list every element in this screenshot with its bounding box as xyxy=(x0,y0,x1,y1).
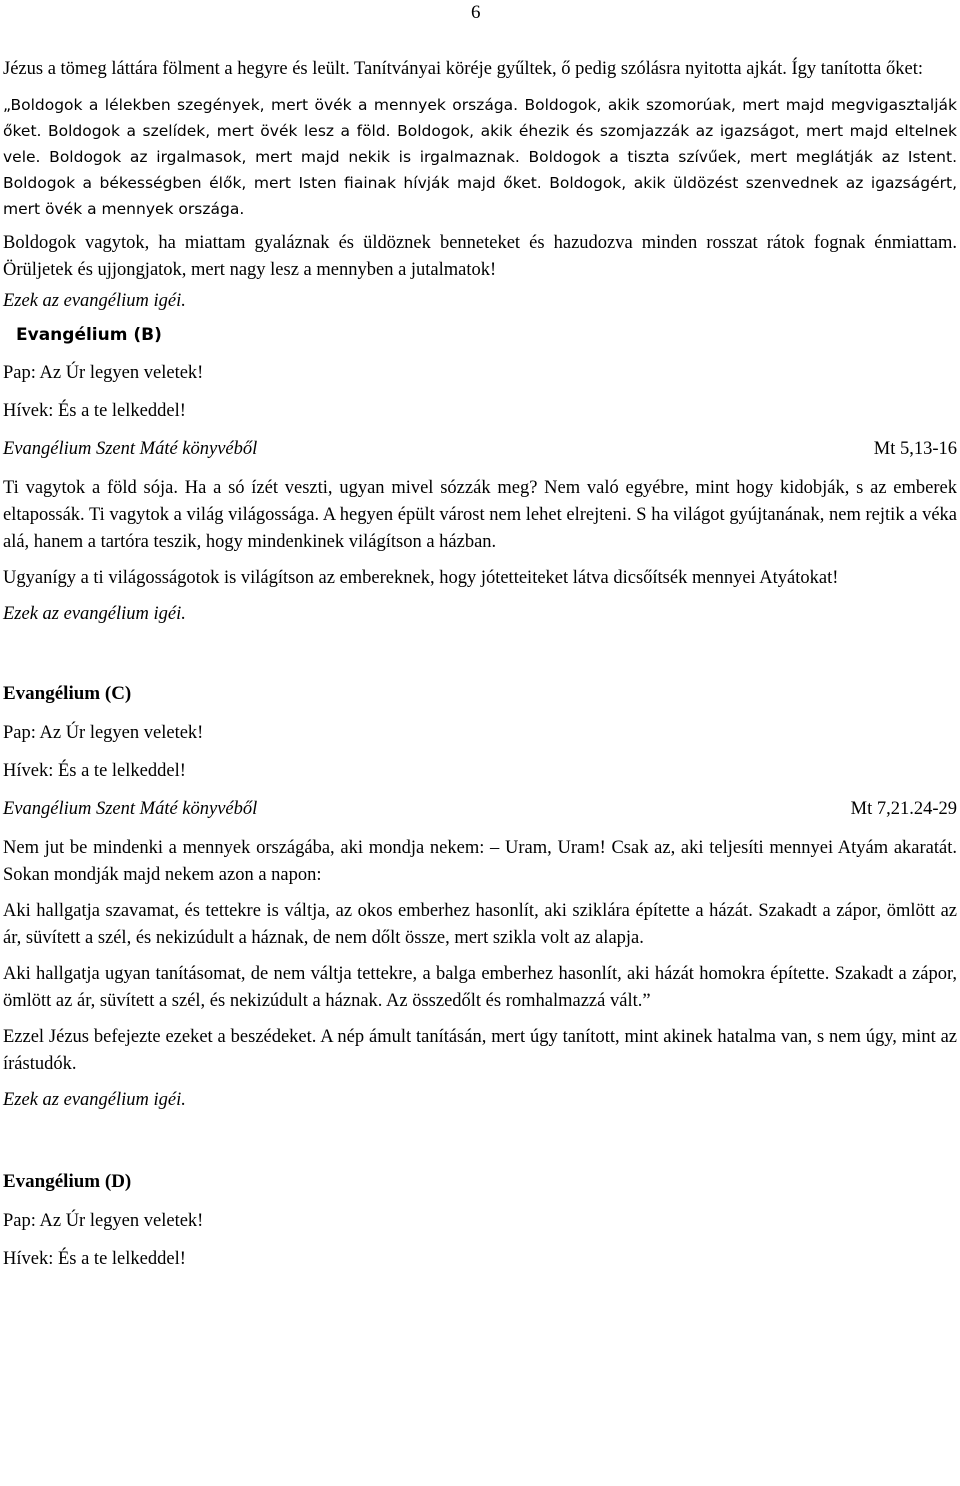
priest-line-b: Pap: Az Úr legyen veletek! xyxy=(3,363,204,383)
salt-light-paragraph: Ti vagytok a föld sója. Ha a só ízét veszti, ugyan mivel sózzák meg? Nem való egyébre, mint hogy kidobják, s az emberek eltapossák. Ti vagytok a világ világossága. A hegyen épült várost nem lehet elrejteni. S ha világot gyújtanának, nem rejtik a véka alá, hanem a tartóra teszik, hogy mindenkinek világítson a házban. xyxy=(3,478,957,552)
wise-builder-paragraph: Aki hallgatja szavamat, és tettekre is váltja, az okos emberhez hasonlít, aki sziklára építette a házát. Szakadt a zápor, ömlött az ár, süvített a szél, és nekizúdult a háznak, de nem dőlt össze, mert szikla volt az alapja. xyxy=(3,901,957,948)
lord-lord-paragraph: Nem jut be mindenki a mennyek országába, aki mondja nekem: – Uram, Uram! Csak az, aki teljesíti mennyei Atyám akaratát. Sokan mondják majd nekem azon a napon: xyxy=(3,838,957,885)
source-line-b xyxy=(3,437,957,461)
gospel-closing-a: Ezek az evangélium igéi. xyxy=(3,291,186,311)
faithful-line-b: Hívek: És a te lelkeddel! xyxy=(3,401,186,421)
blessed-are-you-paragraph: Boldogok vagytok, ha miattam gyaláznak és üldöznek benneteket és hazudozva minden rosszat rátok fognak énmiattam. Örüljetek és ujjongjatok, mert nagy lesz a mennyben a jutalmatok! xyxy=(3,233,957,280)
your-light-paragraph: Ugyanígy a ti világosságotok is világítson az embereknek, hogy jótetteiteket látva dicsőítsék mennyei Atyátokat! xyxy=(3,568,839,588)
scripture-reference-c: Mt 7,21.24-29 xyxy=(850,799,957,819)
faithful-line-c: Hívek: És a te lelkeddel! xyxy=(3,761,186,781)
gospel-intro-paragraph: Jézus a tömeg láttára fölment a hegyre és leült. Tanítványai köréje gyűltek, ő pedig szólásra nyitotta ajkát. Így tanította őket: xyxy=(3,59,923,79)
page-number: 6 xyxy=(471,2,481,23)
source-line-c xyxy=(3,797,957,821)
foolish-builder-paragraph: Aki hallgatja ugyan tanításomat, de nem váltja tettekre, a balga emberhez hasonlít, aki házát homokra építette. Szakadt a zápor, ömlött az ár, süvített a szél, és nekizúdult a háznak. Az összedőlt és romhalmazzá vált.” xyxy=(3,964,957,1011)
section-heading-c: Evangélium (C) xyxy=(3,683,132,704)
faithful-line-d: Hívek: És a te lelkeddel! xyxy=(3,1249,186,1269)
scripture-reference-b: Mt 5,13-16 xyxy=(873,439,957,459)
priest-line-d: Pap: Az Úr legyen veletek! xyxy=(3,1211,204,1231)
gospel-closing-b: Ezek az evangélium igéi. xyxy=(3,604,186,624)
section-heading-d: Evangélium (D) xyxy=(3,1171,132,1192)
source-title-c: Evangélium Szent Máté könyvéből xyxy=(3,799,258,819)
source-title-b: Evangélium Szent Máté könyvéből xyxy=(3,439,258,459)
page-content xyxy=(3,56,957,1271)
authority-paragraph: Ezzel Jézus befejezte ezeket a beszédeket. A nép ámult tanításán, mert úgy tanított, mint akinek hatalma van, s nem úgy, mint az írástudók. xyxy=(3,1027,957,1074)
priest-line-c: Pap: Az Úr legyen veletek! xyxy=(3,723,204,743)
gospel-closing-c: Ezek az evangélium igéi. xyxy=(3,1090,186,1110)
beatitudes-paragraph: „Boldogok a lélekben szegények, mert övék a mennyek országa. Boldogok, akik szomorúak, mert majd megvigasztalják őket. Boldogok a szelídek, mert övék lesz a föld. Boldogok, akik éhezik és szomjazzák az igazságot, mert majd eltelnek vele. Boldogok az irgalmasok, mert majd nekik is irgalmaznak. Boldogok a tiszta szívűek, mert meglátják az Istent. Boldogok a békességben élők, mert Isten fiainak hívják majd őket. Boldogok, akik üldözést szenvednek az igazságért, mert övék a mennyek országa. xyxy=(3,96,957,218)
section-heading-b: Evangélium (B) xyxy=(16,325,162,345)
